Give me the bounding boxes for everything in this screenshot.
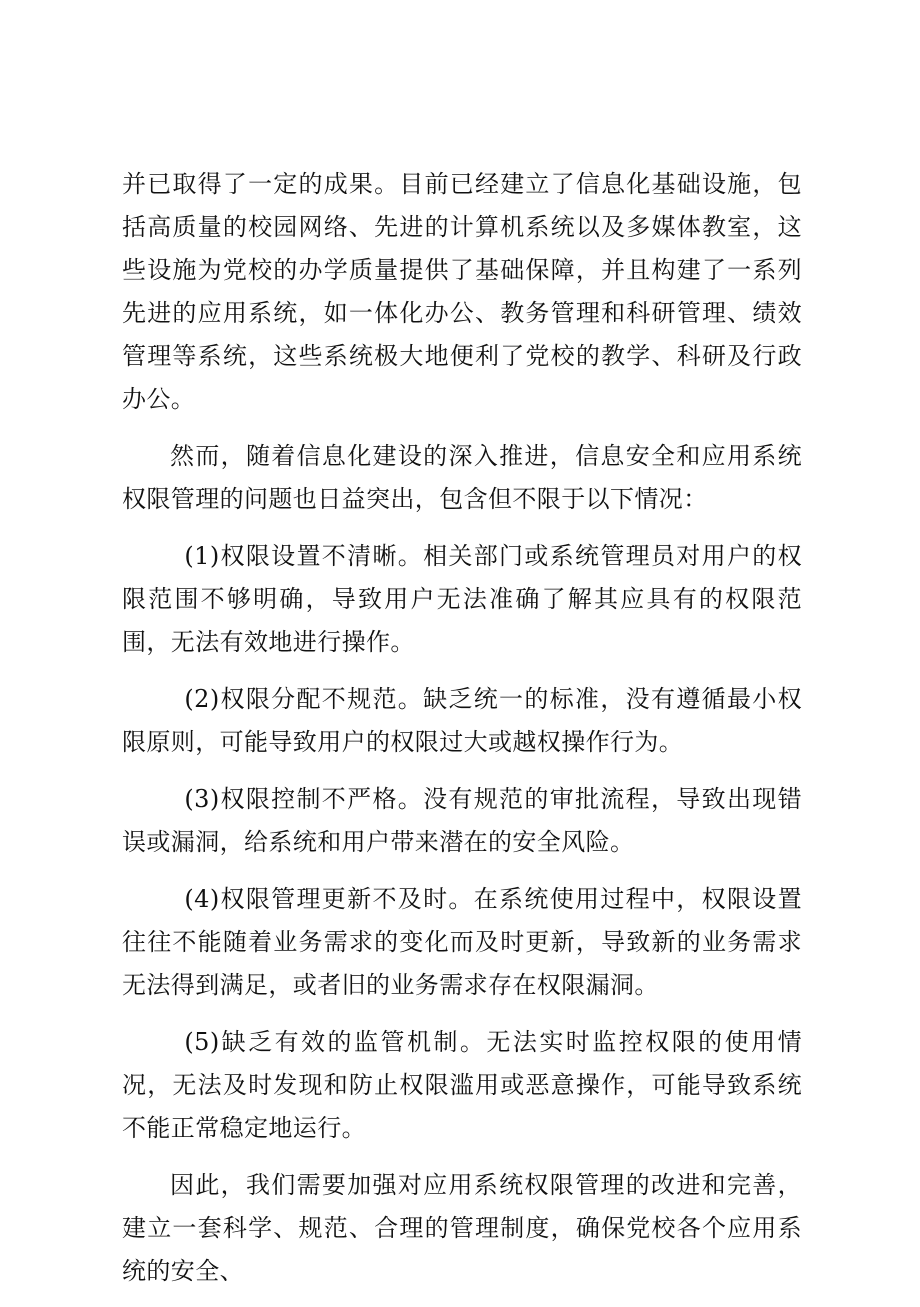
list-item-2: (2)权限分配不规范。缺乏统一的标准，没有遵循最小权限原则，可能导致用户的权限过大或越权操作行为。 xyxy=(122,685,802,756)
paragraph-intro: 并已取得了一定的成果。目前已经建立了信息化基础设施，包括高质量的校园网络、先进的计算机系统以及多媒体教室，这些设施为党校的办学质量提供了基础保障，并且构建了一系列先进的应用系统，如一体化办公、教务管理和科研管理、绩效管理等系统，这些系统极大地便利了党校的教学、科研及行政办公。 xyxy=(122,170,802,413)
paragraph-problems-intro: 然而，随着信息化建设的深入推进，信息安全和应用系统权限管理的问题也日益突出，包含但不限于以下情况： xyxy=(122,442,802,513)
paragraph-conclusion: 因此，我们需要加强对应用系统权限管理的改进和完善，建立一套科学、规范、合理的管理制度，确保党校各个应用系统的安全、 xyxy=(122,1171,802,1285)
list-item-5: (5)缺乏有效的监管机制。无法实时监控权限的使用情况，无法及时发现和防止权限滥用或恶意操作，可能导致系统不能正常稳定地运行。 xyxy=(122,1028,802,1142)
list-item-1: (1)权限设置不清晰。相关部门或系统管理员对用户的权限范围不够明确，导致用户无法准确了解其应具有的权限范围，无法有效地进行操作。 xyxy=(122,542,802,656)
list-item-3: (3)权限控制不严格。没有规范的审批流程，导致出现错误或漏洞，给系统和用户带来潜在的安全风险。 xyxy=(122,785,802,856)
list-item-4: (4)权限管理更新不及时。在系统使用过程中，权限设置往往不能随着业务需求的变化而及时更新，导致新的业务需求无法得到满足，或者旧的业务需求存在权限漏洞。 xyxy=(122,885,802,999)
document-body xyxy=(122,163,802,1307)
